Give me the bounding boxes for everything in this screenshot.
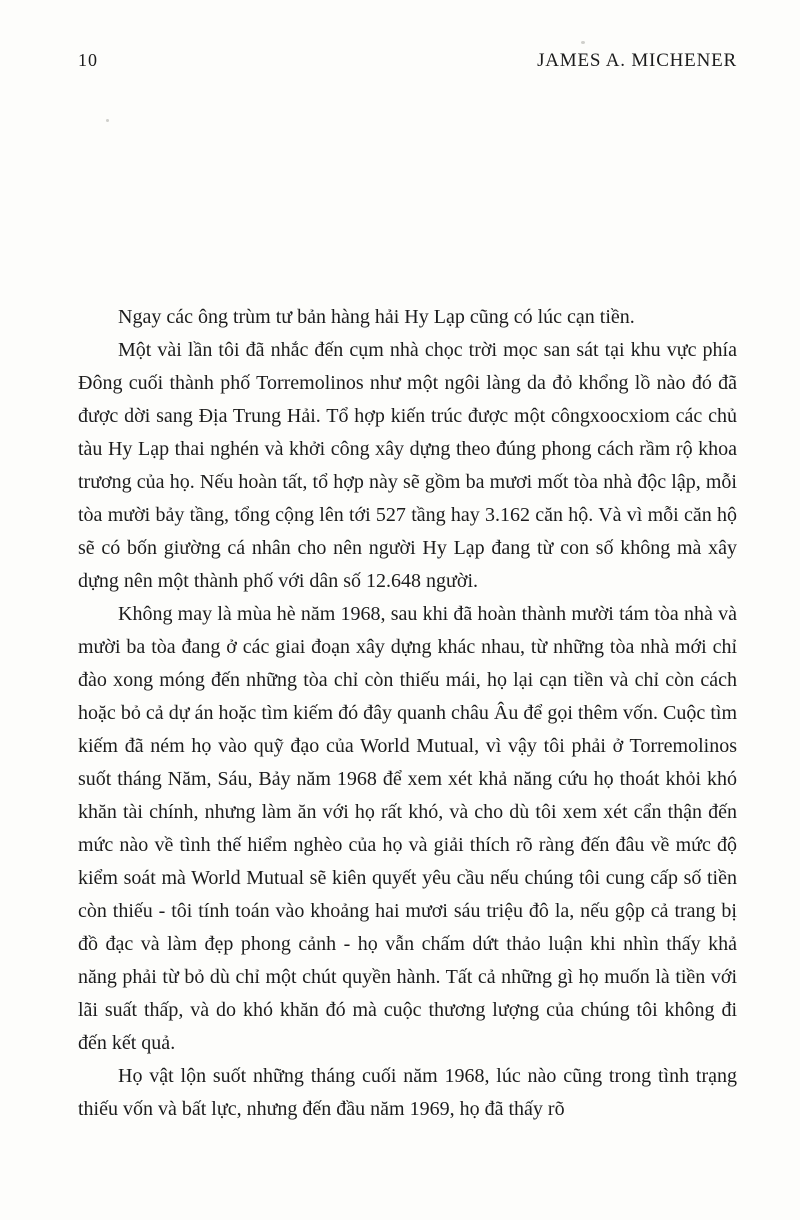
paragraph: Một vài lần tôi đã nhắc đến cụm nhà chọc trời mọc san sát tại khu vực phía Đông cuối thành phố Torremolinos như một ngôi làng da đỏ khổng lồ nào đó đã được dời sang Địa Trung Hải. Tổ hợp kiến trúc được một côngxoocxiom các chủ tàu Hy Lạp thai nghén và khởi công xây dựng theo đúng phong cách rầm rộ khoa trương của họ. Nếu hoàn tất, tổ hợp này sẽ gồm ba mươi mốt tòa nhà độc lập, mỗi tòa mười bảy tầng, tổng cộng lên tới 527 tầng hay 3.162 căn hộ. Và vì mỗi căn hộ sẽ có bốn giường cá nhân cho nên người Hy Lạp đang từ con số không mà xây dựng nên một thành phố với dân số 12.648 người.: [78, 339, 737, 592]
running-header-author: JAMES A. MICHENER: [537, 50, 737, 71]
page-header: [78, 50, 737, 72]
body-text: [78, 301, 737, 1126]
page-number: 10: [78, 50, 98, 70]
paragraph: Họ vật lộn suốt những tháng cuối năm 1968, lúc nào cũng trong tình trạng thiếu vốn và bất lực, nhưng đến đầu năm 1969, họ đã thấy rõ: [78, 1065, 737, 1120]
paragraph: Không may là mùa hè năm 1968, sau khi đã hoàn thành mười tám tòa nhà và mười ba tòa đang ở các giai đoạn xây dựng khác nhau, từ những tòa nhà mới chỉ đào xong móng đến những tòa chỉ còn thiếu mái, họ lại cạn tiền và chỉ còn cách hoặc bỏ cả dự án hoặc tìm kiếm đó đây quanh châu Âu để gọi thêm vốn. Cuộc tìm kiếm đã ném họ vào quỹ đạo của World Mutual, vì vậy tôi phải ở Torremolinos suốt tháng Năm, Sáu, Bảy năm 1968 để xem xét khả năng cứu họ thoát khỏi khó khăn tài chính, nhưng làm ăn với họ rất khó, và cho dù tôi xem xét cẩn thận đến mức nào về tình thế hiểm nghèo của họ và giải thích rõ ràng đến đâu về mức độ kiểm soát mà World Mutual sẽ kiên quyết yêu cầu nếu chúng tôi cung cấp số tiền còn thiếu - tôi tính toán vào khoảng hai mươi sáu triệu đô la, nếu gộp cả trang bị đồ đạc và làm đẹp phong cảnh - họ vẫn chấm dứt thảo luận khi nhìn thấy khả năng phải từ bỏ dù chỉ một chút quyền hành. Tất cả những gì họ muốn là tiền với lãi suất thấp, và do khó khăn đó mà cuộc thương lượng của chúng tôi không đi đến kết quả.: [78, 603, 737, 1054]
scan-artifact-speck: [581, 41, 585, 44]
scan-artifact-speck: [106, 119, 109, 122]
paragraph: Ngay các ông trùm tư bản hàng hải Hy Lạp cũng có lúc cạn tiền.: [118, 306, 635, 328]
